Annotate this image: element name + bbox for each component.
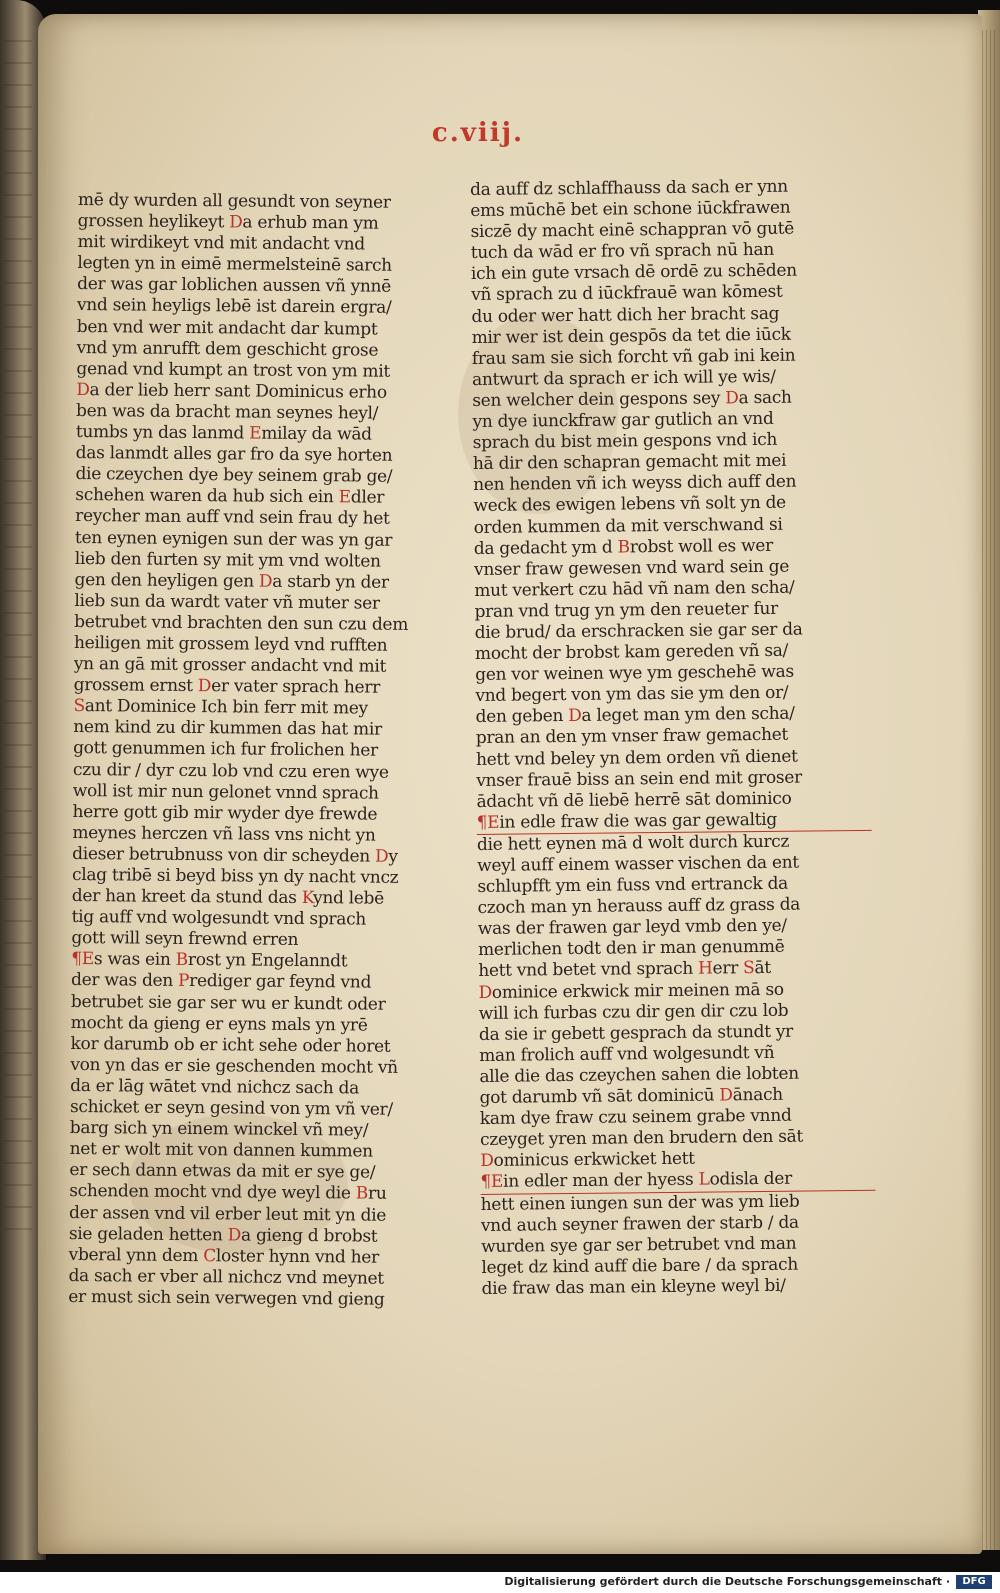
line-text: gen vor weinen wye ym geschehē was — [475, 661, 794, 686]
line-text: schlupfft ym ein fuss vnd ertranck da — [477, 873, 789, 898]
line-text: yn an gā mit grosser andacht vnd mit — [73, 654, 387, 677]
line-text: schicket er seyn gesind von ym vñ ver/ — [69, 1096, 393, 1120]
line-text: yn dye iunckfraw gar gutlich an vnd — [472, 408, 774, 433]
rubricated-initial: D — [719, 1085, 733, 1106]
rubricated-initial: D — [480, 1151, 494, 1172]
rubricated-initial: D — [76, 379, 90, 400]
line-text: s was ein — [93, 949, 176, 971]
line-text: tumbs yn das lanmd — [75, 422, 250, 444]
rubricated-initial: D — [258, 571, 273, 592]
rubricated-initial: C — [203, 1245, 217, 1266]
line-text: odisla der — [709, 1169, 792, 1190]
line-text: ten eynen eynigen sun der was yn gar — [74, 527, 393, 551]
line-text: da er lāg wātet vnd nichcz sach da — [70, 1075, 360, 1099]
line-text: vberal ynn dem — [68, 1244, 204, 1266]
line-text: das lanmdt alles gar fro da sye horten — [75, 443, 393, 466]
line-text: a leget man ym den scha/ — [581, 703, 795, 727]
text-line — [482, 1275, 877, 1300]
line-text: nem kind zu dir kummen das hat mir — [73, 717, 382, 741]
line-text: er must sich sein verwegen vnd gieng — [68, 1286, 385, 1310]
line-text: vnd sein heyligs lebē ist darein ergra/ — [76, 295, 392, 319]
rubricated-initial: D — [229, 212, 243, 233]
line-text: die fraw das man ein kleyne weyl bi/ — [481, 1275, 786, 1299]
line-text: czu dir / dyr czu lob vnd czu eren wye — [72, 759, 389, 783]
line-text: der was gar loblichen aussen vñ ynnē — [77, 274, 392, 298]
rubricated-initial: D — [374, 846, 389, 867]
line-text: tig auff vnd wolgesundt vnd sprach — [71, 907, 367, 930]
line-text: da sie ir gebett gesprach da stundt yr — [478, 1021, 794, 1045]
left-text-column — [68, 190, 478, 1311]
folio-number: c.viij. — [431, 118, 525, 148]
line-text: a der lieb herr sant Dominicus erho — [89, 379, 387, 403]
rubricated-initial: D — [197, 676, 212, 697]
line-text: ādacht vñ dē liebē herrē sāt dominico — [476, 788, 792, 812]
line-text: vñ sprach zu d iūckfrauē wan kōmest — [471, 282, 783, 306]
line-text: von yn das er sie geschenden mocht vñ — [70, 1054, 398, 1078]
line-text: ru — [367, 1183, 387, 1205]
line-text: vnser fraw gewesen vnd ward sein ge — [473, 556, 790, 580]
line-text: hā dir den schapran gemacht mit mei — [472, 450, 787, 475]
line-text: hett vnd betet vnd sprach — [478, 959, 699, 982]
line-text: a gieng d brobst — [240, 1225, 378, 1247]
line-text: ben vnd wer mit andacht dar kumpt — [76, 316, 378, 340]
line-text: was der frawen gar leyd vmb den ye/ — [477, 916, 787, 940]
line-text: got darumb vñ sāt dominicū — [479, 1085, 720, 1108]
line-text: vnser frauē biss an sein end mit groser — [476, 767, 803, 791]
line-text: er vater sprach herr — [211, 676, 381, 698]
line-text: merlichen todt den ir man genummē — [477, 937, 785, 961]
fore-edge-lines — [982, 30, 998, 1550]
rubricated-initial: B — [617, 536, 630, 558]
line-text: in edle fraw die was gar gewaltig — [499, 809, 778, 833]
line-text: dler — [350, 487, 385, 508]
line-text: will ich furbas czu dir gen dir czu lob — [478, 1000, 789, 1024]
rubricated-initial: E — [338, 487, 351, 508]
rubricated-initial: S — [73, 696, 85, 717]
line-text: grossen heylikeyt — [77, 211, 230, 233]
line-text: sie geladen hetten — [68, 1223, 228, 1245]
line-text: weck des ewigen lebens vñ solt yn de — [473, 493, 786, 517]
line-text: in edler man der hyess — [503, 1170, 699, 1193]
rubricated-initial: ¶E — [480, 1172, 504, 1193]
rubricated-initial: K — [301, 888, 314, 909]
line-text: alle die das czeychen sahen die lobten — [479, 1063, 799, 1087]
line-text: kam dye fraw czu seinem grabe vnnd — [479, 1105, 792, 1130]
line-text: czoch man yn herauss auff dz grass da — [477, 894, 801, 919]
line-text: pran vnd trug yn ym den reueter fur — [474, 598, 779, 622]
line-text: meynes herczen vñ lass vns nicht yn — [72, 822, 376, 846]
line-text: y — [388, 846, 398, 867]
funding-credit: Digitalisierung gefördert durch die Deutsche Forschungsgemeinschaft · — [504, 1575, 950, 1588]
line-text: ben was da bracht man seynes heyl/ — [75, 400, 379, 424]
dfg-logo-icon: DFG — [956, 1575, 992, 1589]
rubricated-initial: E — [249, 423, 262, 444]
line-text: tuch da wād er fro vñ sprach nū han — [470, 240, 775, 264]
line-text: vnd auch seyner frawen der starb / da — [480, 1212, 799, 1236]
line-text: mē dy wurden all gesundt von seyner — [77, 190, 391, 213]
gutter-text-bleed — [4, 30, 32, 1230]
line-text: ems mūchē bet ein schone iūckfrawen — [470, 197, 791, 222]
rubricated-initial: D — [227, 1224, 242, 1246]
line-text: betrubet sie gar ser wu er kundt oder — [70, 991, 386, 1015]
rubricated-initial: B — [355, 1183, 369, 1204]
line-text: sprach du bist mein gespons vnd ich — [472, 429, 778, 454]
line-text: pran an den ym vnser fraw gemachet — [475, 725, 789, 749]
line-text: rediger gar feynd vnd — [189, 971, 372, 994]
footer-bar — [0, 1572, 1000, 1593]
rubricated-initial: ¶E — [476, 812, 500, 833]
line-text: kor darumb ob er icht sehe oder horet — [70, 1033, 391, 1057]
line-text: leget dz kind auff die bare / da sprach — [481, 1254, 799, 1278]
line-text: ānach — [732, 1084, 783, 1106]
line-text: mit wirdikeyt vnd mit andacht vnd — [77, 232, 366, 255]
line-text: er sech dann etwas da mit er sye ge/ — [69, 1160, 376, 1183]
line-text: milay da wād — [261, 423, 372, 445]
line-text: loster hynn vnd her — [215, 1245, 379, 1268]
line-text: ynd lebē — [312, 888, 385, 909]
line-text: a erhub man ym — [242, 212, 379, 234]
line-text: betrubet vnd brachten den sun czu dem — [74, 611, 409, 635]
line-text: mut verkert czu hād vñ nam den scha/ — [474, 577, 795, 601]
line-text: hett einen iungen sun der was ym lieb — [480, 1191, 800, 1215]
line-text: ant Dominice Ich bin ferr mit mey — [84, 696, 368, 719]
line-text: ominice erkwick mir meinen mā so — [491, 979, 784, 1003]
rubricated-initial: D — [725, 388, 739, 409]
line-text: orden kummen da mit verschwand si — [473, 514, 783, 538]
line-text: mir wer ist dein gespōs da tet die iūck — [471, 324, 791, 348]
line-text: lieb sun da wardt vater vñ muter ser — [74, 590, 380, 614]
line-text: der assen vnd vil erber leut mit yn die — [68, 1202, 387, 1226]
line-text: sen welcher dein gespons sey — [472, 388, 726, 411]
line-text: mocht da gieng er eyns mals yn yrē — [70, 1012, 368, 1036]
line-text: a sach — [738, 387, 792, 409]
line-text: clag tribē si beyd biss yn dy nacht vncz — [71, 864, 399, 888]
line-text: wurden sye gar ser betrubet vnd man — [481, 1233, 797, 1257]
line-text: mocht der brobst kam gereden vñ sa/ — [474, 640, 789, 665]
line-text: gott genummen ich fur frolichen her — [73, 738, 379, 762]
line-text: legten yn in eimē mermelsteinē sarch — [77, 253, 392, 277]
line-text: gott will seyn frewnd erren — [71, 928, 299, 951]
parchment-page — [38, 14, 982, 1554]
line-text: barg sich yn einem winckel vñ mey/ — [69, 1118, 369, 1141]
line-text: reycher man auff vnd sein frau dy het — [75, 506, 390, 530]
line-text: hett vnd beley yn dem orden vñ dienet — [475, 746, 798, 770]
line-text: da gedacht ym d — [473, 537, 618, 559]
line-text: ich ein gute vrsach dē ordē zu schēden — [470, 260, 797, 285]
line-text: āt — [754, 958, 771, 979]
line-text: die czeychen dye bey seinem grab ge/ — [75, 464, 393, 487]
line-text: die hett eynen mā d wolt durch kurcz — [476, 831, 790, 855]
line-text: heiligen mit grossem leyd vnd rufften — [73, 632, 388, 656]
line-text: genad vnd kumpt an trost von ym mit — [76, 358, 391, 382]
line-text: weyl auff einem wasser vischen da ent — [477, 852, 799, 876]
line-text: den geben — [475, 706, 569, 728]
line-text: czeyget yren man den brudern den sāt — [479, 1126, 804, 1151]
rubricated-initial: H — [697, 958, 713, 980]
line-text: woll ist mir nun gelonet vnnd sprach — [72, 780, 379, 804]
line-text: net er wolt mit von dannen kummen — [69, 1139, 373, 1162]
line-text: dieser betrubnuss von dir scheyden — [72, 843, 376, 867]
line-text: grossem ernst — [73, 675, 198, 697]
line-text: a starb yn der — [272, 571, 389, 593]
line-text: da sach er vber all nichcz vnd meynet — [68, 1265, 384, 1289]
line-text: err — [712, 958, 744, 979]
line-text: vnd begert von ym das sie ym den or/ — [475, 682, 789, 707]
line-text: ominicus erkwicket hett — [493, 1149, 695, 1172]
line-text: die brud/ da erschracken sie gar ser da — [474, 619, 803, 643]
line-text: robst woll es wer — [629, 535, 773, 557]
line-text: du oder wer hatt dich her bracht sag — [471, 303, 780, 327]
text-line — [68, 1287, 468, 1312]
line-text: vnd ym anrufft dem geschicht grose — [76, 337, 379, 361]
rubricated-initial: B — [175, 950, 189, 971]
line-text: herre gott gib mir wyder dye frewde — [72, 801, 378, 825]
rubricated-initial: L — [698, 1169, 710, 1191]
rubricated-initial: D — [478, 982, 492, 1003]
line-text: gen den heyligen gen — [74, 569, 260, 592]
rubricated-initial: P — [177, 971, 190, 992]
line-text: schehen waren da hub sich ein — [75, 485, 339, 508]
right-text-column — [470, 176, 877, 1300]
rubricated-initial: S — [743, 958, 755, 979]
rubricated-initial: ¶E — [71, 949, 95, 970]
line-text: antwurt da sprach er ich will ye wis/ — [471, 366, 776, 390]
rubricated-initial: D — [568, 706, 582, 727]
line-text: rost yn Engelanndt — [187, 950, 348, 972]
line-text: nen henden vñ ich weyss dich auff den — [473, 471, 797, 496]
line-text: man frolich auff vnd wolgesundt vñ — [479, 1042, 775, 1066]
line-text: siczē dy macht einē schappran vō gutē — [470, 218, 795, 243]
line-text: der was den — [71, 970, 179, 992]
line-text: frau sam sie sich forcht vñ gab ini kein — [471, 345, 796, 369]
line-text: schenden mocht vnd dye weyl die — [69, 1181, 356, 1204]
line-text: der han kreet da stund das — [71, 886, 302, 909]
line-text: da auff dz schlaffhauss da sach er ynn — [470, 176, 789, 200]
line-text: lieb den furten sy mit ym vnd wolten — [74, 548, 381, 572]
